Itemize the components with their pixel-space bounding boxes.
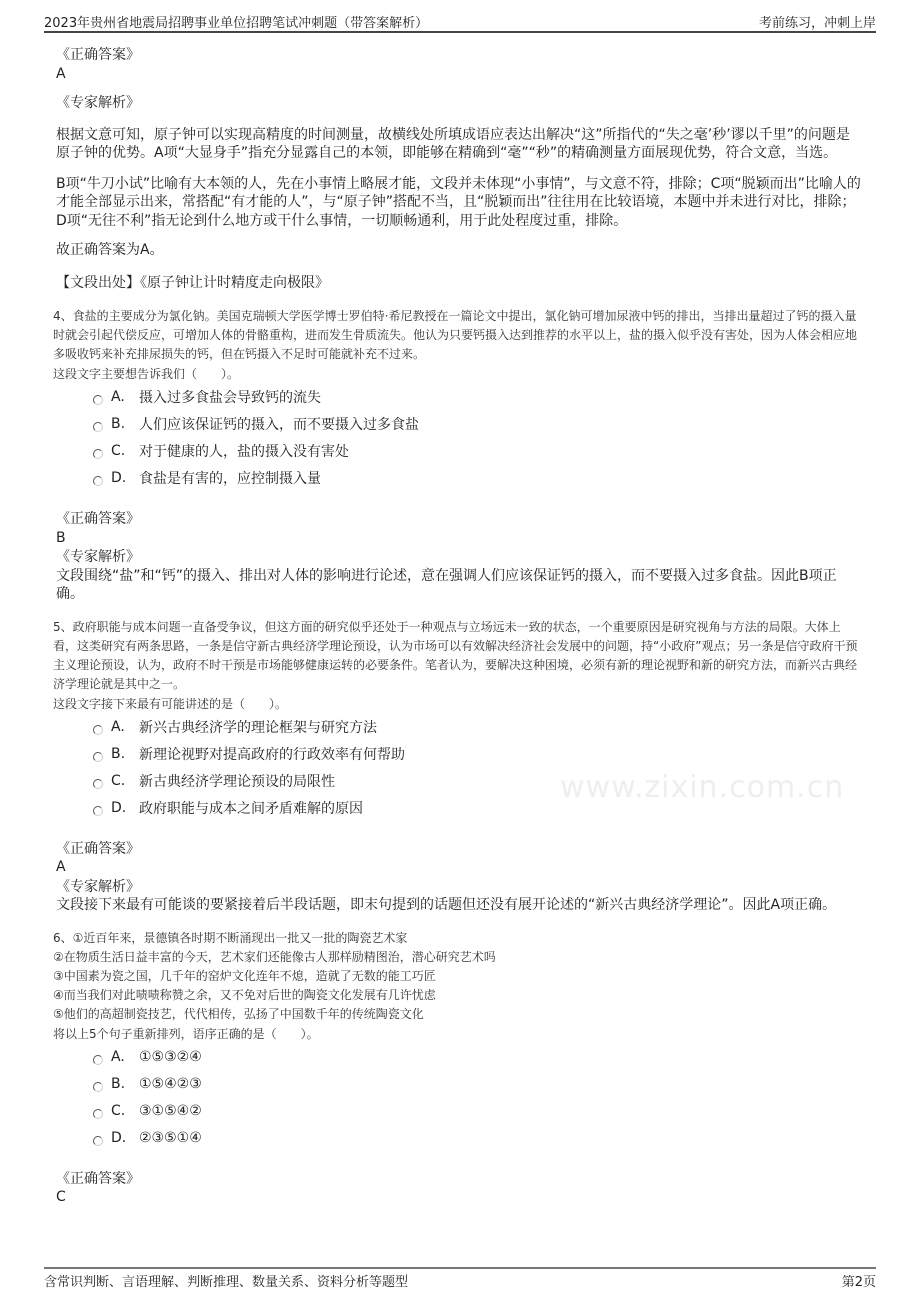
question-sentence: ③中国素为瓷之国，几千年的窑炉文化连年不熄，造就了无数的能工巧匠 (53, 968, 436, 983)
radio-icon[interactable] (93, 449, 103, 459)
option-c[interactable]: C. ③①⑤④② (93, 1101, 920, 1121)
footer-note: 含常识判断、言语理解、判断推理、数量关系、资料分析等题型 (44, 1275, 409, 1290)
question-prompt: 将以上5个句子重新排列，语序正确的是（ ）。 (53, 1026, 319, 1041)
analysis-conclusion: 故正确答案为A。 (56, 242, 164, 258)
analysis-paragraph: B项“牛刀小试”比喻有大本领的人，先在小事情上略展才能，文段并未体现“小事情”，与文意不符，排除；C项“脱颖而出”比喻人的才能全部显示出来，常搭配“有才能的人”，与“原子钟”搭配不当，且“脱颖而出”往往用在比较语境，本题中并未进行对比，排除；D项“无往不利”指无论到什么地方或干什么事情，一切顺畅通利，用于此处程度过重，排除。 (56, 175, 861, 229)
option-a[interactable]: A. ①⑤③②④ (93, 1047, 920, 1067)
radio-icon[interactable] (93, 806, 103, 816)
header-divider (44, 31, 876, 33)
option-a[interactable]: A. 新兴古典经济学的理论框架与研究方法 (93, 717, 920, 737)
analysis-label: 《专家解析》 (56, 95, 140, 111)
analysis-paragraph: 根据文意可知，原子钟可以实现高精度的时间测量，故横线处所填成语应表达出解决“这”所指代的“失之毫’秒’谬以千里”的问题是原子钟的优势。A项“大显身手”指充分显露自己的本领，即能够在精确到“毫”“秒”的精确测量方面展现优势，符合文意，当选。 (56, 126, 850, 161)
option-c[interactable]: C. 新古典经济学理论预设的局限性 (93, 771, 920, 791)
option-d[interactable]: D. 政府职能与成本之间矛盾难解的原因 (93, 798, 920, 818)
option-b[interactable]: B. ①⑤④②③ (93, 1074, 920, 1094)
answer-value: A (56, 65, 66, 82)
radio-icon[interactable] (93, 1136, 103, 1146)
question-stem: 5、政府职能与成本问题一直备受争议，但这方面的研究似乎还处于一种观点与立场远未一致的状态，一个重要原因是研究视角与方法的局限。大体上看，这类研究有两条思路，一条是信守新古典经济学理论预设，认为市场可以有效解决经济社会发展中的问题，持“小政府”观点；另一条是信守政府干预主义理论预设，认为，政府不时干预是市场能够健康运转的必要条件。笔者认为，要解决这种困境，必须有新的理论视野和新的研究方法，而新兴古典经济学理论就是其中之一。 (53, 619, 858, 691)
answer-label: 《正确答案》 (56, 47, 140, 63)
answer-label: 《正确答案》 (56, 511, 140, 527)
page-number: 第2页 (841, 1275, 876, 1290)
answer-value: B (56, 529, 66, 546)
option-d[interactable]: D. ②③⑤①④ (93, 1128, 920, 1148)
answer-value: A (56, 859, 66, 875)
question-prompt: 这段文字接下来最有可能讲述的是（ ）。 (53, 696, 288, 711)
radio-icon[interactable] (93, 1082, 103, 1092)
radio-icon[interactable] (93, 395, 103, 405)
header-slogan: 考前练习，冲刺上岸 (758, 16, 876, 31)
analysis-paragraph: 文段围绕“盐”和“钙”的摄入、排出对人体的影响进行论述，意在强调人们应该保证钙的摄入，而不要摄入过多食盐。因此B项正确。 (56, 567, 837, 602)
radio-icon[interactable] (93, 476, 103, 486)
analysis-paragraph: 文段接下来最有可能谈的要紧接着后半段话题，即末句提到的话题但还没有展开论述的“新兴古典经济学理论”。因此A项正确。 (56, 897, 837, 913)
document-body (0, 46, 920, 1207)
option-d[interactable]: D. 食盐是有害的，应控制摄入量 (93, 468, 920, 488)
radio-icon[interactable] (93, 1055, 103, 1065)
question-sentence: ④而当我们对此啧啧称赞之余，又不免对后世的陶瓷文化发展有几许忧虑 (53, 987, 436, 1002)
radio-icon[interactable] (93, 779, 103, 789)
radio-icon[interactable] (93, 422, 103, 432)
radio-icon[interactable] (93, 725, 103, 735)
option-a[interactable]: A. 摄入过多食盐会导致钙的流失 (93, 387, 920, 407)
question-sentence: 6、①近百年来，景德镇各时期不断涌现出一批又一批的陶瓷艺术家 (53, 930, 408, 945)
document-title: 2023年贵州省地震局招聘事业单位招聘笔试冲刺题（带答案解析） (44, 16, 429, 31)
question-sentence: ⑤他们的高超制瓷技艺，代代相传，弘扬了中国数千年的传统陶瓷文化 (53, 1006, 424, 1021)
footer-divider (44, 1267, 876, 1269)
analysis-label: 《专家解析》 (56, 549, 140, 565)
option-c[interactable]: C. 对于健康的人，盐的摄入没有害处 (93, 441, 920, 461)
radio-icon[interactable] (93, 752, 103, 762)
option-b[interactable]: B. 新理论视野对提高政府的行政效率有何帮助 (93, 744, 920, 764)
analysis-label: 《专家解析》 (56, 878, 140, 895)
answer-label: 《正确答案》 (56, 1170, 140, 1187)
radio-icon[interactable] (93, 1109, 103, 1119)
answer-value: C (56, 1189, 66, 1205)
option-b[interactable]: B. 人们应该保证钙的摄入，而不要摄入过多食盐 (93, 414, 920, 434)
question-stem: 4、食盐的主要成分为氯化钠。美国克瑞顿大学医学博士罗伯特·希尼教授在一篇论文中提出，氯化钠可增加尿液中钙的排出，当排出量超过了钙的摄入量时就会引起代偿反应，可增加人体的骨骼重构，进而发生骨质流失。他认为只要钙摄入达到推荐的水平以上，盐的摄入似乎没有害处，因为人体会相应地多吸收钙来补充排尿损失的钙，但在钙摄入不足时可能就补充不过来。 (53, 309, 858, 361)
question-sentence: ②在物质生活日益丰富的今天，艺术家们还能像古人那样励精图治，潜心研究艺术吗 (53, 949, 496, 964)
answer-label: 《正确答案》 (56, 840, 140, 857)
source-citation: 【文段出处】《原子钟让计时精度走向极限》 (56, 274, 329, 291)
question-prompt: 这段文字主要想告诉我们（ ）。 (53, 367, 240, 381)
watermark: www.zixin.com.cn (560, 770, 845, 805)
